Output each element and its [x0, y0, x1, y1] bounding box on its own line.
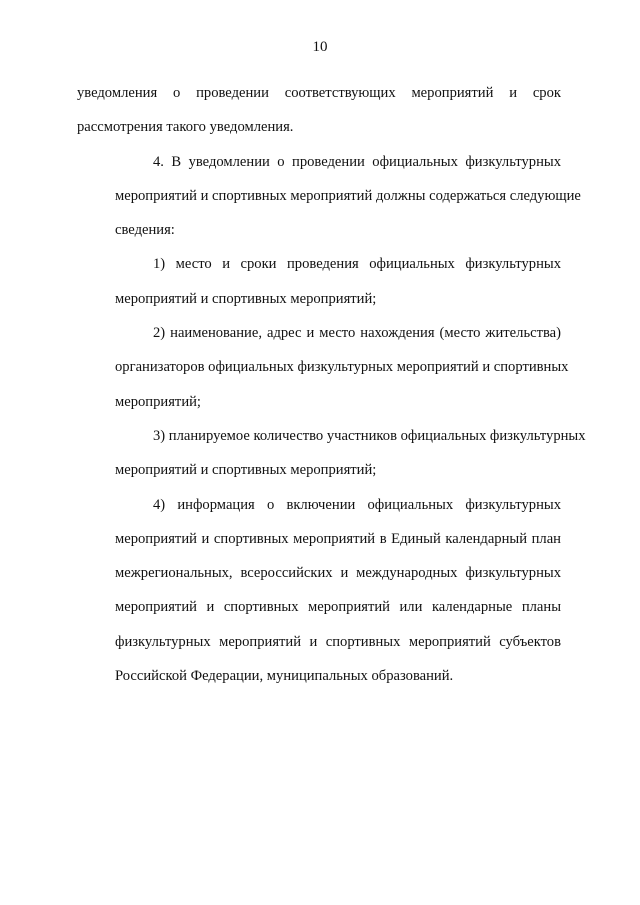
paragraph-item-3 — [77, 419, 586, 488]
paragraph-item-2 — [77, 316, 569, 419]
paragraph-continuation — [77, 76, 561, 145]
text-line: организаторов официальных физкультурных мероприятий и спортивных — [115, 359, 569, 376]
text-line: сведения: — [115, 222, 175, 239]
text-line: мероприятий и спортивных мероприятий должны содержаться следующие — [115, 187, 581, 204]
text-line: мероприятий и спортивных мероприятий в Единый календарный план — [115, 530, 561, 547]
text-line: уведомления о проведении соответствующих мероприятий и срок — [77, 85, 561, 101]
paragraph-item-4 — [77, 488, 561, 694]
text-line: 2) наименование, адрес и место нахождения (место жительства) — [153, 325, 561, 342]
text-line: рассмотрения такого уведомления. — [77, 119, 294, 136]
text-line: межрегиональных, всероссийских и международных физкультурных — [115, 565, 561, 582]
paragraph-item-1 — [77, 247, 561, 316]
text-line: 4. В уведомлении о проведении официальных физкультурных — [153, 153, 561, 170]
document-body — [77, 76, 586, 693]
text-line: 4) информация о включении официальных физкультурных — [153, 496, 561, 513]
page-number: 10 — [312, 39, 328, 55]
text-line: мероприятий и спортивных мероприятий или календарные планы — [115, 599, 561, 616]
paragraph-clause-4 — [77, 145, 581, 248]
text-line: 3) планируемое количество участников официальных физкультурных — [153, 427, 586, 444]
text-line: мероприятий и спортивных мероприятий; — [115, 290, 377, 307]
text-line: 1) место и сроки проведения официальных физкультурных — [153, 256, 561, 273]
text-line: мероприятий; — [115, 393, 201, 410]
text-line: Российской Федерации, муниципальных образований. — [115, 668, 454, 685]
text-line: мероприятий и спортивных мероприятий; — [115, 462, 377, 479]
text-line: физкультурных мероприятий и спортивных мероприятий субъектов — [115, 633, 561, 650]
